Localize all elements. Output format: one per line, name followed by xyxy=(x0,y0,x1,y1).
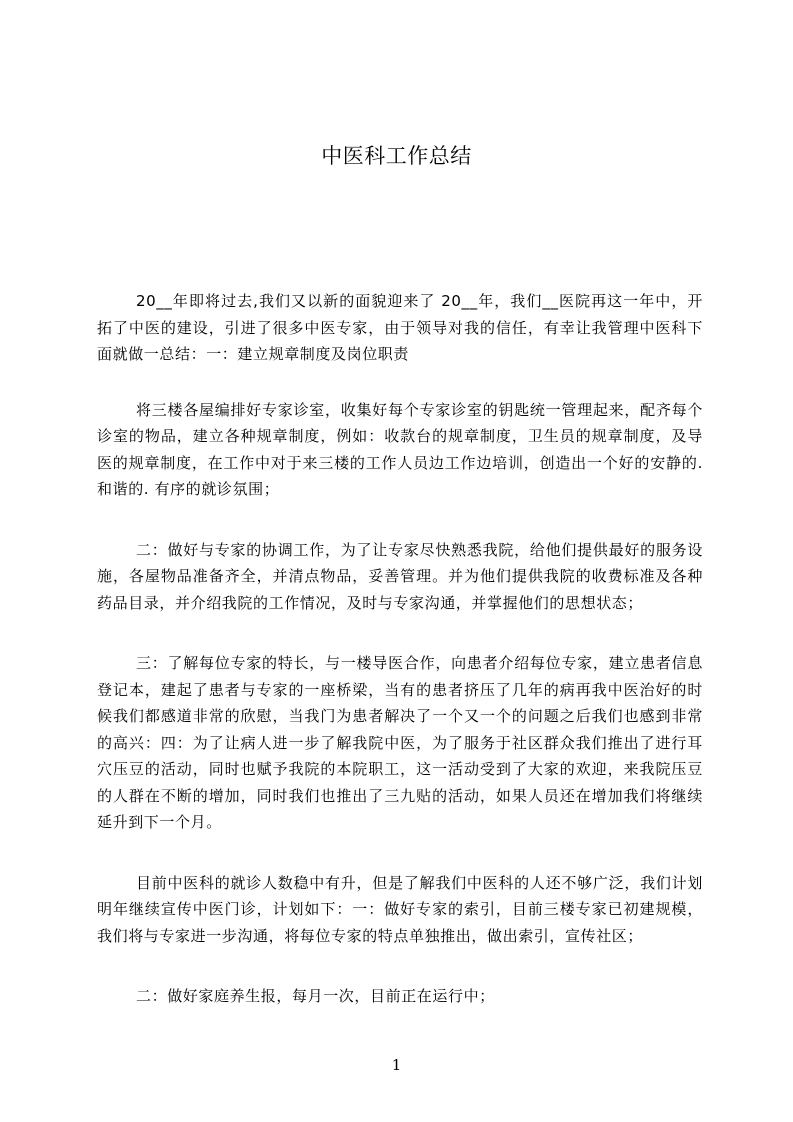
paragraph-intro: 20__年即将过去,我们又以新的面貌迎来了 20__年，我们__医院再这一年中，开拓了中医的建设，引进了很多中医专家，由于领导对我的信任，有幸让我管理中医科下面就做一总结：一：建立规章制度及岗位职责 xyxy=(97,292,703,363)
paragraph-plan: 目前中医科的就诊人数稳中有升，但是了解我们中医科的人还不够广泛，我们计划明年继续宣传中医门诊，计划如下：一：做好专家的索引，目前三楼专家已初建规模，我们将与专家进一步沟通，将每位专家的特点单独推出，做出索引，宣传社区； xyxy=(97,873,703,945)
page-number: 1 xyxy=(391,1056,402,1074)
document-body xyxy=(97,288,703,1044)
paragraph-coordination: 二：做好与专家的协调工作，为了让专家尽快熟悉我院，给他们提供最好的服务设施，各屋物品准备齐全，并清点物品，妥善管理。并为他们提供我院的收费标准及各种药品目录，并介绍我院的工作情况，及时与专家沟通，并掌握他们的思想状态； xyxy=(97,540,703,612)
paragraph-newsletter: 二：做好家庭养生报，每月一次，目前正在运行中； xyxy=(136,987,495,1005)
paragraph-rules: 将三楼各屋编排好专家诊室，收集好每个专家诊室的钥匙统一管理起来，配齐每个诊室的物品，建立各种规章制度，例如：收款台的规章制度，卫生员的规章制度，及导医的规章制度，在工作中对于来三楼的工作人员边工作边培训，创造出一个好的安静的. 和谐的. 有序的就诊氛围； xyxy=(97,400,703,498)
document-title: 中医科工作总结 xyxy=(321,144,472,168)
paragraph-specialists: 三：了解每位专家的特长，与一楼导医合作，向患者介绍每位专家，建立患者信息登记本，建起了患者与专家的一座桥梁，当有的患者挤压了几年的病再我中医治好的时候我们都感道非常的欣慰，当我门为患者解决了一个又一个的问题之后我们也感到非常的高兴：四：为了让病人进一步了解我院中医，为了服务于社区群众我们推出了进行耳穴压豆的活动，同时也赋予我院的本院职工，这一活动受到了大家的欢迎，来我院压豆的人群在不断的增加，同时我们也推出了三九贴的活动，如果人员还在增加我们将继续延升到下一个月。 xyxy=(97,654,703,831)
